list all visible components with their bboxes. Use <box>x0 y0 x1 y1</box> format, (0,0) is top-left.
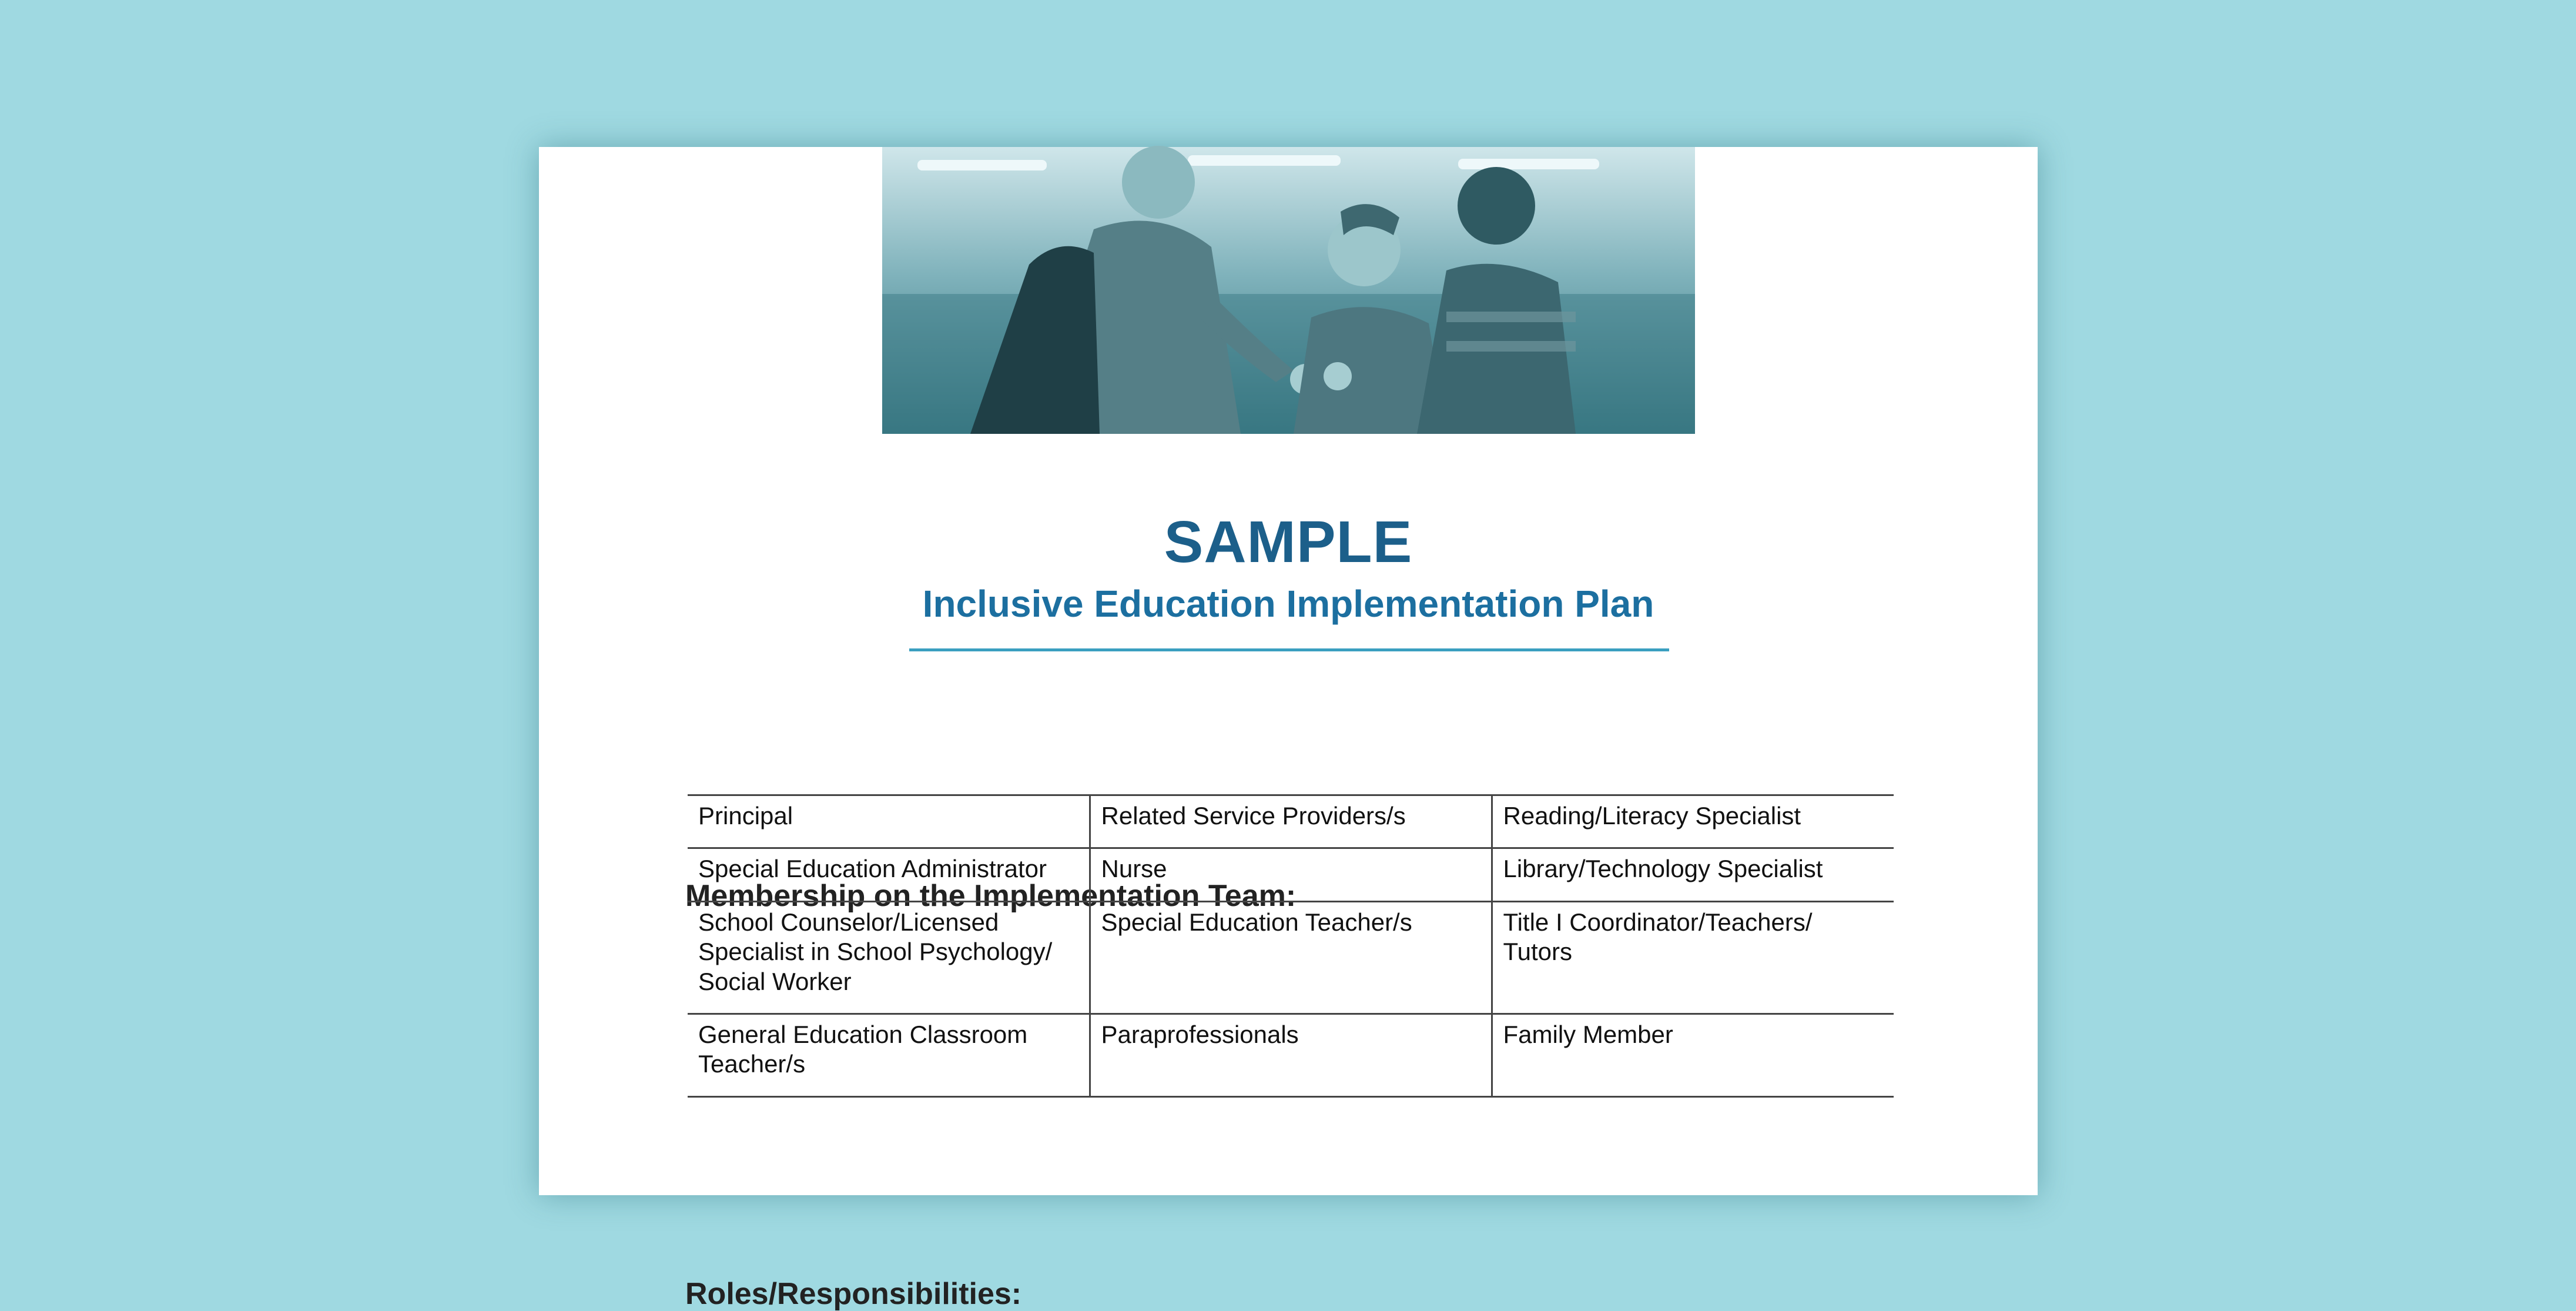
document-page <box>539 147 2038 1311</box>
table-cell: Special Education Teacher/s <box>1090 901 1492 1014</box>
table-row <box>688 848 1894 901</box>
table-cell: Special Education Administrator <box>688 848 1090 901</box>
table-cell: Library/Technology Specialist <box>1492 848 1894 901</box>
students-photo <box>882 147 1695 434</box>
table-cell: Related Service Providers/s <box>1090 795 1492 848</box>
roles-section-heading: Roles/Responsibilities: <box>685 1277 1022 1311</box>
table-row <box>688 795 1894 848</box>
table-cell: Title I Coordinator/Teachers/ Tutors <box>1492 901 1894 1014</box>
document-subtitle: Inclusive Education Implementation Plan <box>922 583 1654 625</box>
table-cell: Family Member <box>1492 1014 1894 1096</box>
table-cell: Nurse <box>1090 848 1492 901</box>
table-row <box>688 1014 1894 1096</box>
table-cell: General Education Classroom Teacher/s <box>688 1014 1090 1096</box>
team-section-heading: Membership on the Implementation Team: <box>685 879 1297 913</box>
students-photo-image <box>882 147 1695 434</box>
table-cell: Paraprofessionals <box>1090 1014 1492 1096</box>
document-title: SAMPLE <box>1164 509 1413 575</box>
table-cell: Principal <box>688 795 1090 848</box>
team-membership-table <box>688 794 1894 1098</box>
table-cell: School Counselor/Licensed Specialist in School Psychology/ Social Worker <box>688 901 1090 1014</box>
title-underline <box>909 648 1669 651</box>
table-row <box>688 901 1894 1014</box>
table-cell: Reading/Literacy Specialist <box>1492 795 1894 848</box>
